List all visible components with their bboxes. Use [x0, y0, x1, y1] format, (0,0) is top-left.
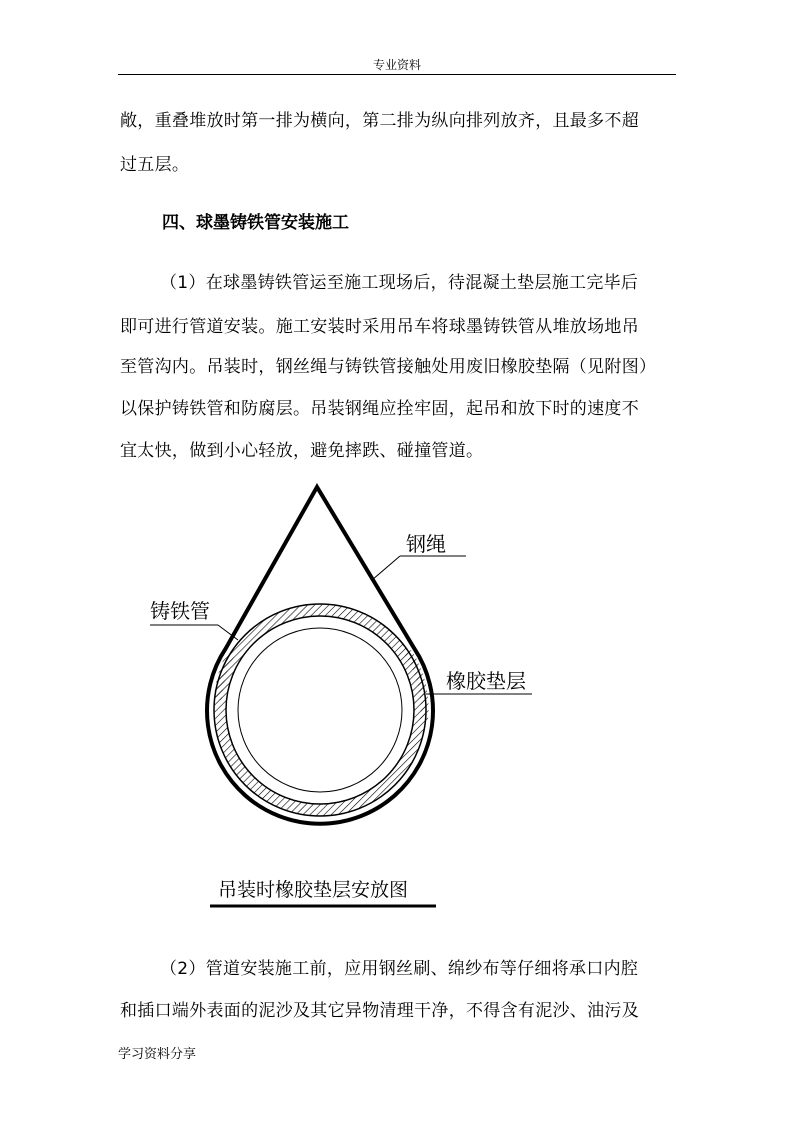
leader-rope [372, 556, 400, 580]
text-line: （2）管道安装施工前，应用钢丝刷、绵纱布等仔细将承口内腔 [160, 959, 639, 979]
pipe-bore [238, 628, 402, 792]
text-line: （1）在球墨铸铁管运至施工现场后，待混凝土垫层施工完毕后 [160, 273, 639, 293]
figure-caption: 吊装时橡胶垫层安放图 [218, 879, 409, 901]
text-line: 敞，重叠堆放时第一排为横向，第二排为纵向排列放齐，且最多不超 [120, 111, 639, 131]
label-pipe: 铸铁管 [150, 599, 210, 623]
label-rubber: 橡胶垫层 [446, 669, 526, 693]
text-line: 宜太快，做到小心轻放，避免摔跌、碰撞管道。 [120, 441, 484, 461]
text-line: 过五层。 [120, 155, 190, 175]
page-header-title: 专业资料 [372, 58, 421, 72]
text-line: 以保护铸铁管和防腐层。吊装钢绳应拴牢固，起吊和放下时的速度不 [120, 399, 639, 419]
section-heading: 四、球墨铸铁管安装施工 [162, 213, 349, 233]
page-footer: 学习资料分享 [118, 1047, 197, 1062]
text-line: 即可进行管道安装。施工安装时采用吊车将球墨铸铁管从堆放场地吊 [120, 317, 639, 337]
pipe-wall [220, 610, 420, 810]
label-rope: 钢绳 [406, 532, 446, 556]
text-line: 和插口端外表面的泥沙及其它异物清理干净，不得含有泥沙、油污及 [120, 1001, 639, 1021]
text-line: 至管沟内。吊装时，钢丝绳与铸铁管接触处用废旧橡胶垫隔（见附图） [120, 357, 657, 377]
pipe-inner-edge [226, 616, 414, 804]
